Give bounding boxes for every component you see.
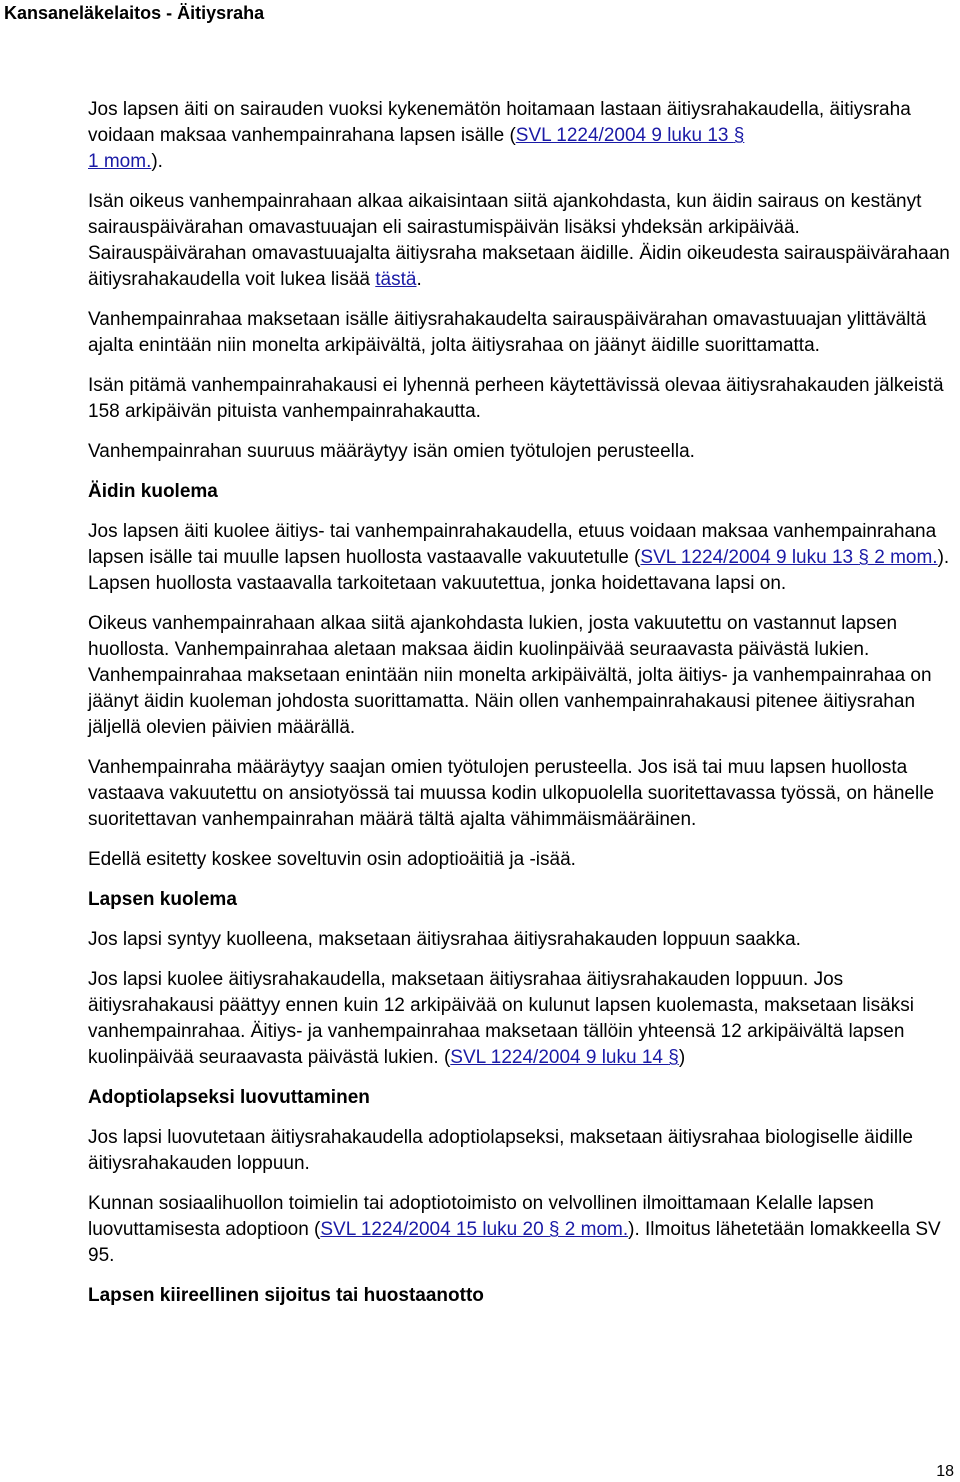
- paragraph-stillborn: Jos lapsi syntyy kuolleena, maksetaan äitiysrahaa äitiysrahakauden loppuun saakka.: [88, 929, 801, 950]
- paragraph-right-begins: Oikeus vanhempainrahaan alkaa siitä ajankohdasta lukien, josta vakuutettu on vastannut lapsen huollosta. Vanhempainrahaa aletaan maksaa äidin kuolinpäivää seuraavasta päivästä lukien. Vanhempainrahaa maksetaan enintään niin monelta arkipäivältä, jolta äitiys- ja vanhempainrahaa on jäänyt äidin kuoleman johdosta suorittamatta. Näin ollen vanhempainrahakausi pitenee äitiysrahan jäljellä olevien päivien määrällä.: [88, 613, 932, 738]
- paragraph-allowance-basis: Vanhempainraha määräytyy saajan omien työtulojen perusteella. Jos isä tai muu lapsen huollosta vastaava vakuutettu on ansiotyössä tai muussa kodin ulkopuolella suoritettavassa työssä, on hänelle suoritettavan vanhempainrahan määrä tältä ajalta vähimmäismääräinen.: [88, 757, 935, 830]
- paragraph-adoption-note: Edellä esitetty koskee soveltuvin osin adoptioäitiä ja -isää.: [88, 849, 576, 870]
- page-number: 18: [936, 1463, 954, 1480]
- paragraph-notification: Kunnan sosiaalihuollon toimielin tai adoptiotoimisto on velvollinen ilmoittamaan Kelalle lapsen luovuttamisesta adoptioon (SVL 1224/2004 15 luku 20 § 2 mom.). Ilmoitus lähetetään lomakkeella SV 95.: [88, 1193, 941, 1266]
- read-more-link[interactable]: tästä: [375, 269, 417, 290]
- law-link-svl-9-13[interactable]: SVL 1224/2004 9 luku 13 § 1 mom.: [88, 125, 745, 172]
- paragraph-mother-death: Jos lapsen äiti kuolee äitiys- tai vanhempainrahakaudella, etuus voidaan maksaa vanhempainrahana lapsen isälle tai muulle lapsen huollosta vastaavalle vakuutetulle (SVL 1224/2004 9 luku 13 § 2 mom.). Lapsen huollosta vastaavalla tarkoitetaan vakuutettua, jonka hoidettavana lapsi on.: [88, 521, 950, 594]
- law-link-svl-9-13-2[interactable]: SVL 1224/2004 9 luku 13 § 2 mom.: [640, 547, 938, 568]
- heading-adoption-release: Adoptiolapseksi luovuttaminen: [88, 1087, 370, 1108]
- paragraph-parental-allowance: Vanhempainrahaa maksetaan isälle äitiysrahakaudelta sairauspäivärahan omavastuuajan ylittävältä ajalta enintään niin monelta arkipäivältä, jolta äitiysrahaa on jäänyt äidille suorittamatta.: [88, 309, 927, 356]
- law-link-svl-15-20[interactable]: SVL 1224/2004 15 luku 20 § 2 mom.: [320, 1219, 629, 1240]
- heading-mother-death: Äidin kuolema: [88, 481, 218, 502]
- paragraph-father-right: Isän oikeus vanhempainrahaan alkaa aikaisintaan siitä ajankohdasta, kun äidin sairaus on kestänyt sairauspäivärahan omavastuuajan eli sairastumispäivän lisäksi yhdeksän arkipäivää. Sairauspäivärahan omavastuuajalta äitiysraha maksetaan äidille. Äidin oikeudesta sairauspäivärahaan äitiysrahakaudella voit lukea lisää tästä.: [88, 191, 950, 290]
- paragraph-allowance-amount: Vanhempainrahan suuruus määräytyy isän omien työtulojen perusteella.: [88, 441, 695, 462]
- paragraph-parental-period: Isän pitämä vanhempainrahakausi ei lyhennä perheen käytettävissä olevaa äitiysrahakauden jälkeistä 158 arkipäivän pituista vanhempainrahakautta.: [88, 375, 944, 422]
- heading-urgent-placement: Lapsen kiireellinen sijoitus tai huostaanotto: [88, 1285, 484, 1306]
- paragraph-mother-illness: Jos lapsen äiti on sairauden vuoksi kykenemätön hoitamaan lastaan äitiysrahakaudella, äitiysraha voidaan maksaa vanhempainrahana lapsen isälle (SVL 1224/2004 9 luku 13 § 1 mom.).: [88, 99, 911, 172]
- paragraph-adoption-release: Jos lapsi luovutetaan äitiysrahakaudella adoptiolapseksi, maksetaan äitiysrahaa biologiselle äidille äitiysrahakauden loppuun.: [88, 1127, 913, 1174]
- document-body: [88, 97, 956, 1323]
- document-header: Kansaneläkelaitos - Äitiysraha: [4, 3, 265, 23]
- paragraph-child-dies: Jos lapsi kuolee äitiysrahakaudella, maksetaan äitiysrahaa äitiysrahakauden loppuun. Jos äitiysrahakausi päättyy ennen kuin 12 arkipäivää on kulunut lapsen kuolemasta, maksetaan lisäksi vanhempainrahaa. Äitiys- ja vanhempainrahaa maksetaan tällöin yhteensä 12 arkipäivältä lapsen kuolinpäivää seuraavasta päivästä lukien. (SVL 1224/2004 9 luku 14 §): [88, 969, 914, 1068]
- law-link-svl-9-14[interactable]: SVL 1224/2004 9 luku 14 §: [450, 1047, 679, 1068]
- heading-child-death: Lapsen kuolema: [88, 889, 237, 910]
